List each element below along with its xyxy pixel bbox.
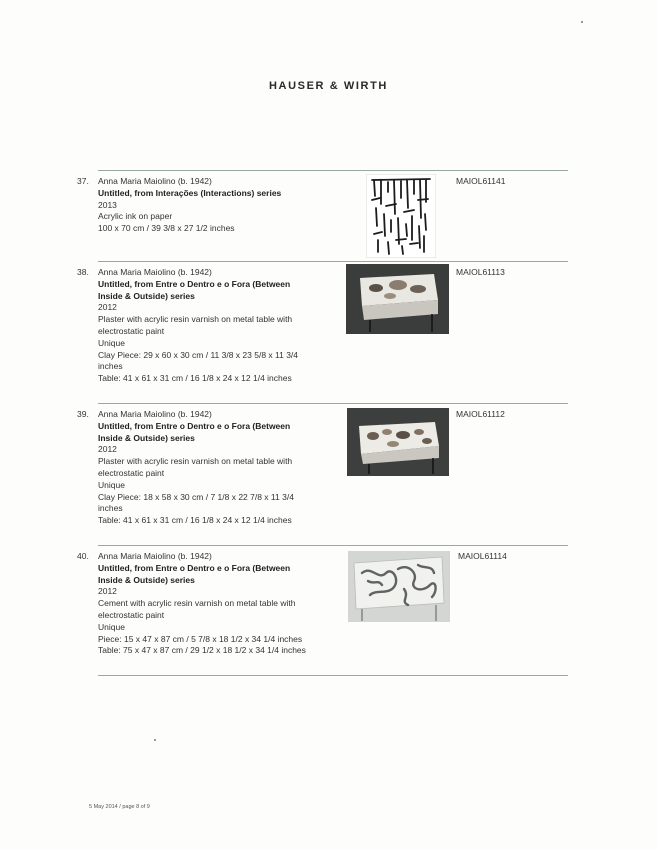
inventory-code: MAIOL61114 — [458, 551, 507, 561]
artwork-medium: Plaster with acrylic resin varnish on metal table with — [98, 456, 293, 467]
artwork-year: 2012 — [98, 302, 117, 313]
artwork-thumbnail-plaster-table — [346, 264, 449, 334]
artwork-medium: Cement with acrylic resin varnish on metal table with — [98, 598, 296, 609]
artwork-thumbnail-plaster-table — [347, 408, 449, 476]
artwork-dimensions: Table: 75 x 47 x 87 cm / 29 1/2 x 18 1/2 x 34 1/4 inches — [98, 645, 306, 656]
artwork-medium: electrostatic paint — [98, 609, 165, 620]
artwork-thumbnail-interactions — [366, 174, 436, 258]
divider — [98, 545, 568, 546]
artwork-dimensions: 100 x 70 cm / 39 3/8 x 27 1/2 inches — [98, 223, 235, 234]
artwork-medium: electrostatic paint — [98, 467, 165, 478]
scan-speck — [581, 21, 583, 23]
artwork-medium: Acrylic ink on paper — [98, 211, 173, 222]
artwork-info — [98, 551, 330, 657]
entry-number: 40. — [77, 551, 89, 561]
artwork-info — [98, 176, 330, 235]
entry-number: 39. — [77, 409, 89, 419]
artwork-year: 2012 — [98, 444, 117, 455]
artwork-dimensions: Piece: 15 x 47 x 87 cm / 5 7/8 x 18 1/2 x 34 1/4 inches — [98, 633, 303, 644]
artwork-title: Inside & Outside) series — [98, 432, 195, 443]
page-footer: 5 May 2014 / page 8 of 9 — [89, 804, 150, 810]
inventory-code: MAIOL61141 — [456, 176, 506, 186]
artwork-edition: Unique — [98, 479, 125, 490]
artwork-info — [98, 409, 330, 527]
entry-number: 37. — [77, 176, 89, 186]
artist-name: Anna Maria Maiolino (b. 1942) — [98, 267, 212, 277]
artist-name: Anna Maria Maiolino (b. 1942) — [98, 176, 212, 186]
divider — [98, 261, 568, 262]
artwork-dimensions: Table: 41 x 61 x 31 cm / 16 1/8 x 24 x 12 1/4 inches — [98, 515, 292, 526]
inventory-code: MAIOL61112 — [456, 409, 505, 419]
artwork-year: 2012 — [98, 586, 117, 597]
artwork-edition: Unique — [98, 337, 125, 348]
artwork-dimensions: Clay Piece: 18 x 58 x 30 cm / 7 1/8 x 22 7/8 x 11 3/4 — [98, 491, 294, 502]
artist-name: Anna Maria Maiolino (b. 1942) — [98, 551, 212, 561]
artwork-year: 2013 — [98, 199, 117, 210]
artwork-dimensions: inches — [98, 361, 123, 372]
artist-name: Anna Maria Maiolino (b. 1942) — [98, 409, 212, 419]
artwork-dimensions: Table: 41 x 61 x 31 cm / 16 1/8 x 24 x 12 1/4 inches — [98, 373, 292, 384]
artwork-info — [98, 267, 330, 385]
artwork-medium: Plaster with acrylic resin varnish on metal table with — [98, 314, 293, 325]
inventory-code: MAIOL61113 — [456, 267, 505, 277]
artwork-title: Inside & Outside) series — [98, 574, 195, 585]
entry-number: 38. — [77, 267, 89, 277]
artwork-title: Inside & Outside) series — [98, 290, 195, 301]
gallery-logo: HAUSER & WIRTH — [269, 80, 388, 92]
artwork-edition: Unique — [98, 621, 125, 632]
divider — [98, 170, 568, 171]
artwork-title: Untitled, from Entre o Dentro e o Fora (Between — [98, 562, 291, 573]
artwork-title: Untitled, from Interações (Interactions) series — [98, 187, 282, 198]
divider — [98, 403, 568, 404]
scan-speck — [154, 739, 156, 741]
divider — [98, 675, 568, 676]
artwork-medium: electrostatic paint — [98, 325, 165, 336]
artwork-title: Untitled, from Entre o Dentro e o Fora (Between — [98, 278, 291, 289]
artwork-thumbnail-cement-table — [348, 551, 450, 622]
artwork-dimensions: Clay Piece: 29 x 60 x 30 cm / 11 3/8 x 23 5/8 x 11 3/4 — [98, 349, 299, 360]
artwork-title: Untitled, from Entre o Dentro e o Fora (Between — [98, 420, 291, 431]
artwork-dimensions: inches — [98, 503, 123, 514]
